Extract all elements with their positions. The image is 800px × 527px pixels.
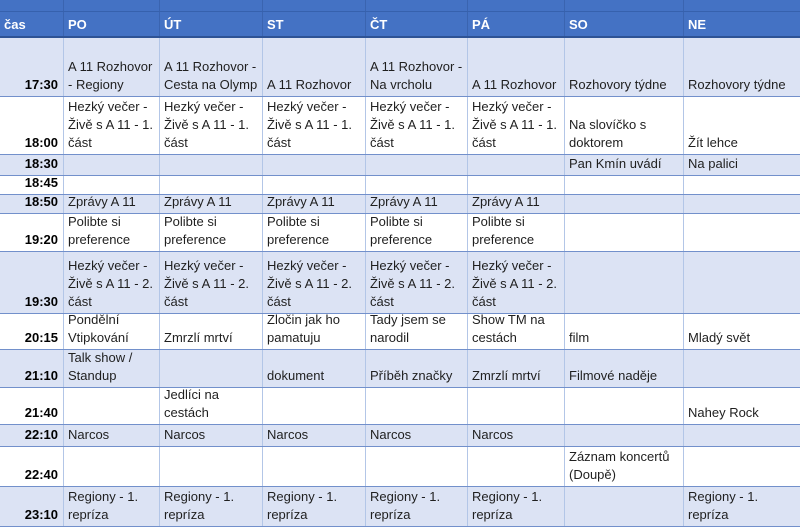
schedule-cell-so[interactable] [565, 214, 684, 251]
schedule-row [0, 155, 800, 176]
time-cell[interactable]: 21:40 [0, 388, 64, 424]
column-header-pa[interactable]: PÁ [468, 12, 565, 36]
schedule-cell-ut[interactable]: Jedlíci na cestách [160, 388, 263, 424]
schedule-cell-so[interactable] [565, 195, 684, 213]
schedule-cell-ne[interactable] [684, 425, 800, 446]
header-top-cell [64, 0, 160, 11]
schedule-cell-ut[interactable]: Hezký večer - Živě s A 11 - 1. část [160, 97, 263, 154]
schedule-row [0, 388, 800, 425]
schedule-cell-pa[interactable] [468, 447, 565, 486]
time-cell[interactable]: 22:10 [0, 425, 64, 446]
schedule-cell-ct[interactable]: Zprávy A 11 [366, 195, 468, 213]
schedule-cell-st[interactable]: Zločin jak ho pamatuju [263, 314, 366, 349]
schedule-row [0, 176, 800, 195]
schedule-cell-ut[interactable] [160, 447, 263, 486]
schedule-cell-pa[interactable]: Show TM na cestách [468, 314, 565, 349]
schedule-cell-ut[interactable] [160, 155, 263, 175]
schedule-cell-ne[interactable]: Regiony - 1. repríza [688, 489, 759, 522]
schedule-cell-st[interactable]: A 11 Rozhovor [263, 38, 366, 96]
schedule-cell-st[interactable] [263, 388, 366, 424]
column-header-st[interactable]: ST [263, 12, 366, 36]
header-top-row [0, 0, 800, 12]
schedule-cell-ut[interactable] [160, 350, 263, 387]
schedule-cell-ut[interactable]: Hezký večer - Živě s A 11 - 2. část [160, 252, 263, 313]
schedule-cell-ct[interactable]: Hezký večer - Živě s A 11 - 2. část [366, 252, 468, 313]
column-header-ct[interactable]: ČT [366, 12, 468, 36]
header-top-cell [684, 0, 800, 11]
schedule-cell-st[interactable] [263, 176, 366, 194]
schedule-cell-ut[interactable]: Polibte si preference [160, 214, 263, 251]
header-top-cell [0, 0, 64, 11]
schedule-cell-po[interactable] [64, 447, 160, 486]
schedule-cell-ne[interactable]: Rozhovory týdne [688, 77, 786, 92]
schedule-cell-so[interactable]: Na slovíčko s doktorem [565, 97, 684, 154]
time-cell[interactable]: 23:10 [0, 487, 64, 526]
schedule-cell-ct[interactable]: Hezký večer - Živě s A 11 - 1. část [366, 97, 468, 154]
schedule-cell-st[interactable] [263, 155, 366, 175]
schedule-cell-st[interactable] [263, 447, 366, 486]
schedule-cell-ct[interactable]: Tady jsem se narodil [366, 314, 468, 349]
header-row [0, 12, 800, 38]
schedule-cell-so[interactable]: Záznam koncertů (Doupě) [565, 447, 684, 486]
schedule-cell-ct[interactable]: Regiony - 1. repríza [366, 487, 468, 526]
column-header-cas[interactable]: čas [0, 12, 64, 36]
schedule-cell-pa[interactable]: Zprávy A 11 [468, 195, 565, 213]
header-top-cell [160, 0, 263, 11]
schedule-cell-ct[interactable] [366, 155, 468, 175]
schedule-row [0, 195, 800, 214]
schedule-row [0, 97, 800, 155]
schedule-cell-po[interactable]: Narcos [64, 425, 160, 446]
schedule-cell-ut[interactable] [160, 176, 263, 194]
time-cell[interactable]: 19:30 [0, 252, 64, 313]
schedule-cell-po[interactable] [64, 155, 160, 175]
time-cell[interactable]: 18:00 [0, 97, 64, 154]
time-cell[interactable]: 20:15 [0, 314, 64, 349]
schedule-cell-ne[interactable] [684, 195, 800, 213]
time-cell[interactable]: 22:40 [0, 447, 64, 486]
schedule-cell-ct[interactable] [366, 176, 468, 194]
schedule-cell-ne[interactable] [684, 176, 800, 194]
schedule-cell-po[interactable]: Regiony - 1. repríza [64, 487, 160, 526]
schedule-cell-ut[interactable]: A 11 Rozhovor - Cesta na Olymp [160, 38, 263, 96]
time-cell[interactable]: 21:10 [0, 350, 64, 387]
header-top-cell [263, 0, 366, 11]
schedule-cell-so[interactable] [565, 388, 684, 424]
schedule-cell-po[interactable]: Pondělní Vtipkování [64, 314, 160, 349]
time-cell[interactable]: 18:50 [0, 195, 64, 213]
schedule-cell-pa[interactable] [468, 176, 565, 194]
schedule-cell-po[interactable]: Hezký večer - Živě s A 11 - 2. část [64, 252, 160, 313]
schedule-cell-ct[interactable]: Polibte si preference [366, 214, 468, 251]
time-cell[interactable]: 18:30 [0, 155, 64, 175]
schedule-cell-pa[interactable]: A 11 Rozhovor [468, 38, 565, 96]
schedule-cell-po[interactable]: A 11 Rozhovor - Regiony [64, 38, 160, 96]
schedule-cell-po[interactable]: Talk show / Standup [64, 350, 160, 387]
schedule-cell-pa[interactable]: Hezký večer - Živě s A 11 - 1. část [468, 97, 565, 154]
schedule-cell-st[interactable]: Polibte si preference [263, 214, 366, 251]
schedule-cell-so[interactable] [565, 487, 684, 526]
schedule-cell-st[interactable]: Hezký večer - Živě s A 11 - 2. část [263, 252, 366, 313]
schedule-cell-ne[interactable] [684, 252, 800, 313]
schedule-row [0, 252, 800, 314]
time-cell[interactable]: 18:45 [0, 176, 64, 194]
column-header-ut[interactable]: ÚT [160, 12, 263, 36]
schedule-cell-ne[interactable]: Žít lehce [688, 135, 738, 150]
schedule-cell-po[interactable]: Polibte si preference [64, 214, 160, 251]
schedule-cell-ct[interactable]: Narcos [366, 425, 468, 446]
column-header-ne[interactable]: NE [688, 17, 707, 32]
schedule-cell-po[interactable] [64, 388, 160, 424]
schedule-cell-ct[interactable]: Příběh značky [366, 350, 468, 387]
schedule-cell-ut[interactable]: Regiony - 1. repríza [160, 487, 263, 526]
column-header-so[interactable]: SO [565, 12, 684, 36]
schedule-cell-ut[interactable]: Zmrzlí mrtví [160, 314, 263, 349]
schedule-cell-pa[interactable]: Polibte si preference [468, 214, 565, 251]
schedule-cell-so[interactable]: film [565, 314, 684, 349]
schedule-cell-st[interactable]: Zprávy A 11 [263, 195, 366, 213]
schedule-cell-st[interactable]: Narcos [263, 425, 366, 446]
column-header-po[interactable]: PO [64, 12, 160, 36]
time-cell[interactable]: 19:20 [0, 214, 64, 251]
schedule-cell-ne[interactable]: Mladý svět [688, 330, 751, 345]
schedule-row [0, 425, 800, 447]
schedule-cell-ne[interactable] [684, 214, 800, 251]
schedule-row [0, 487, 800, 527]
schedule-cell-pa[interactable]: Narcos [468, 425, 565, 446]
schedule-cell-so[interactable] [565, 425, 684, 446]
schedule-cell-pa[interactable] [468, 388, 565, 424]
schedule-cell-ne[interactable] [684, 447, 800, 486]
schedule-cell-st[interactable]: Hezký večer - Živě s A 11 - 1. část [263, 97, 366, 154]
schedule-cell-pa[interactable]: Zmrzlí mrtví [468, 350, 565, 387]
schedule-cell-ct[interactable] [366, 447, 468, 486]
schedule-cell-po[interactable]: Zprávy A 11 [64, 195, 160, 213]
header-top-cell [468, 0, 565, 11]
schedule-cell-so[interactable] [565, 176, 684, 194]
schedule-cell-po[interactable]: Hezký večer - Živě s A 11 - 1. část [64, 97, 160, 154]
schedule-cell-so[interactable]: Pan Kmín uvádí [565, 155, 684, 175]
time-cell[interactable]: 17:30 [0, 38, 64, 96]
schedule-row [0, 447, 800, 487]
schedule-cell-po[interactable] [64, 176, 160, 194]
schedule-cell-so[interactable]: Rozhovory týdne [565, 38, 684, 96]
schedule-cell-ut[interactable]: Narcos [160, 425, 263, 446]
header-top-cell [366, 0, 468, 11]
schedule-cell-st[interactable]: dokument [263, 350, 366, 387]
schedule-cell-ne[interactable] [684, 350, 800, 387]
schedule-row [0, 350, 800, 388]
schedule-body [0, 38, 800, 527]
schedule-cell-ne[interactable]: Na palici [688, 156, 738, 171]
schedule-cell-ct[interactable] [366, 388, 468, 424]
schedule-cell-pa[interactable]: Hezký večer - Živě s A 11 - 2. část [468, 252, 565, 313]
schedule-cell-so[interactable]: Filmové naděje [565, 350, 684, 387]
schedule-cell-pa[interactable]: Regiony - 1. repríza [468, 487, 565, 526]
schedule-row [0, 314, 800, 350]
schedule-row [0, 38, 800, 97]
schedule-cell-ct[interactable]: A 11 Rozhovor - Na vrcholu [366, 38, 468, 96]
schedule-cell-ne[interactable]: Nahey Rock [688, 405, 759, 420]
schedule-cell-so[interactable] [565, 252, 684, 313]
schedule-cell-pa[interactable] [468, 155, 565, 175]
header-top-cell [565, 0, 684, 11]
schedule-cell-ut[interactable]: Zprávy A 11 [160, 195, 263, 213]
schedule-cell-st[interactable]: Regiony - 1. repríza [263, 487, 366, 526]
schedule-row [0, 214, 800, 252]
